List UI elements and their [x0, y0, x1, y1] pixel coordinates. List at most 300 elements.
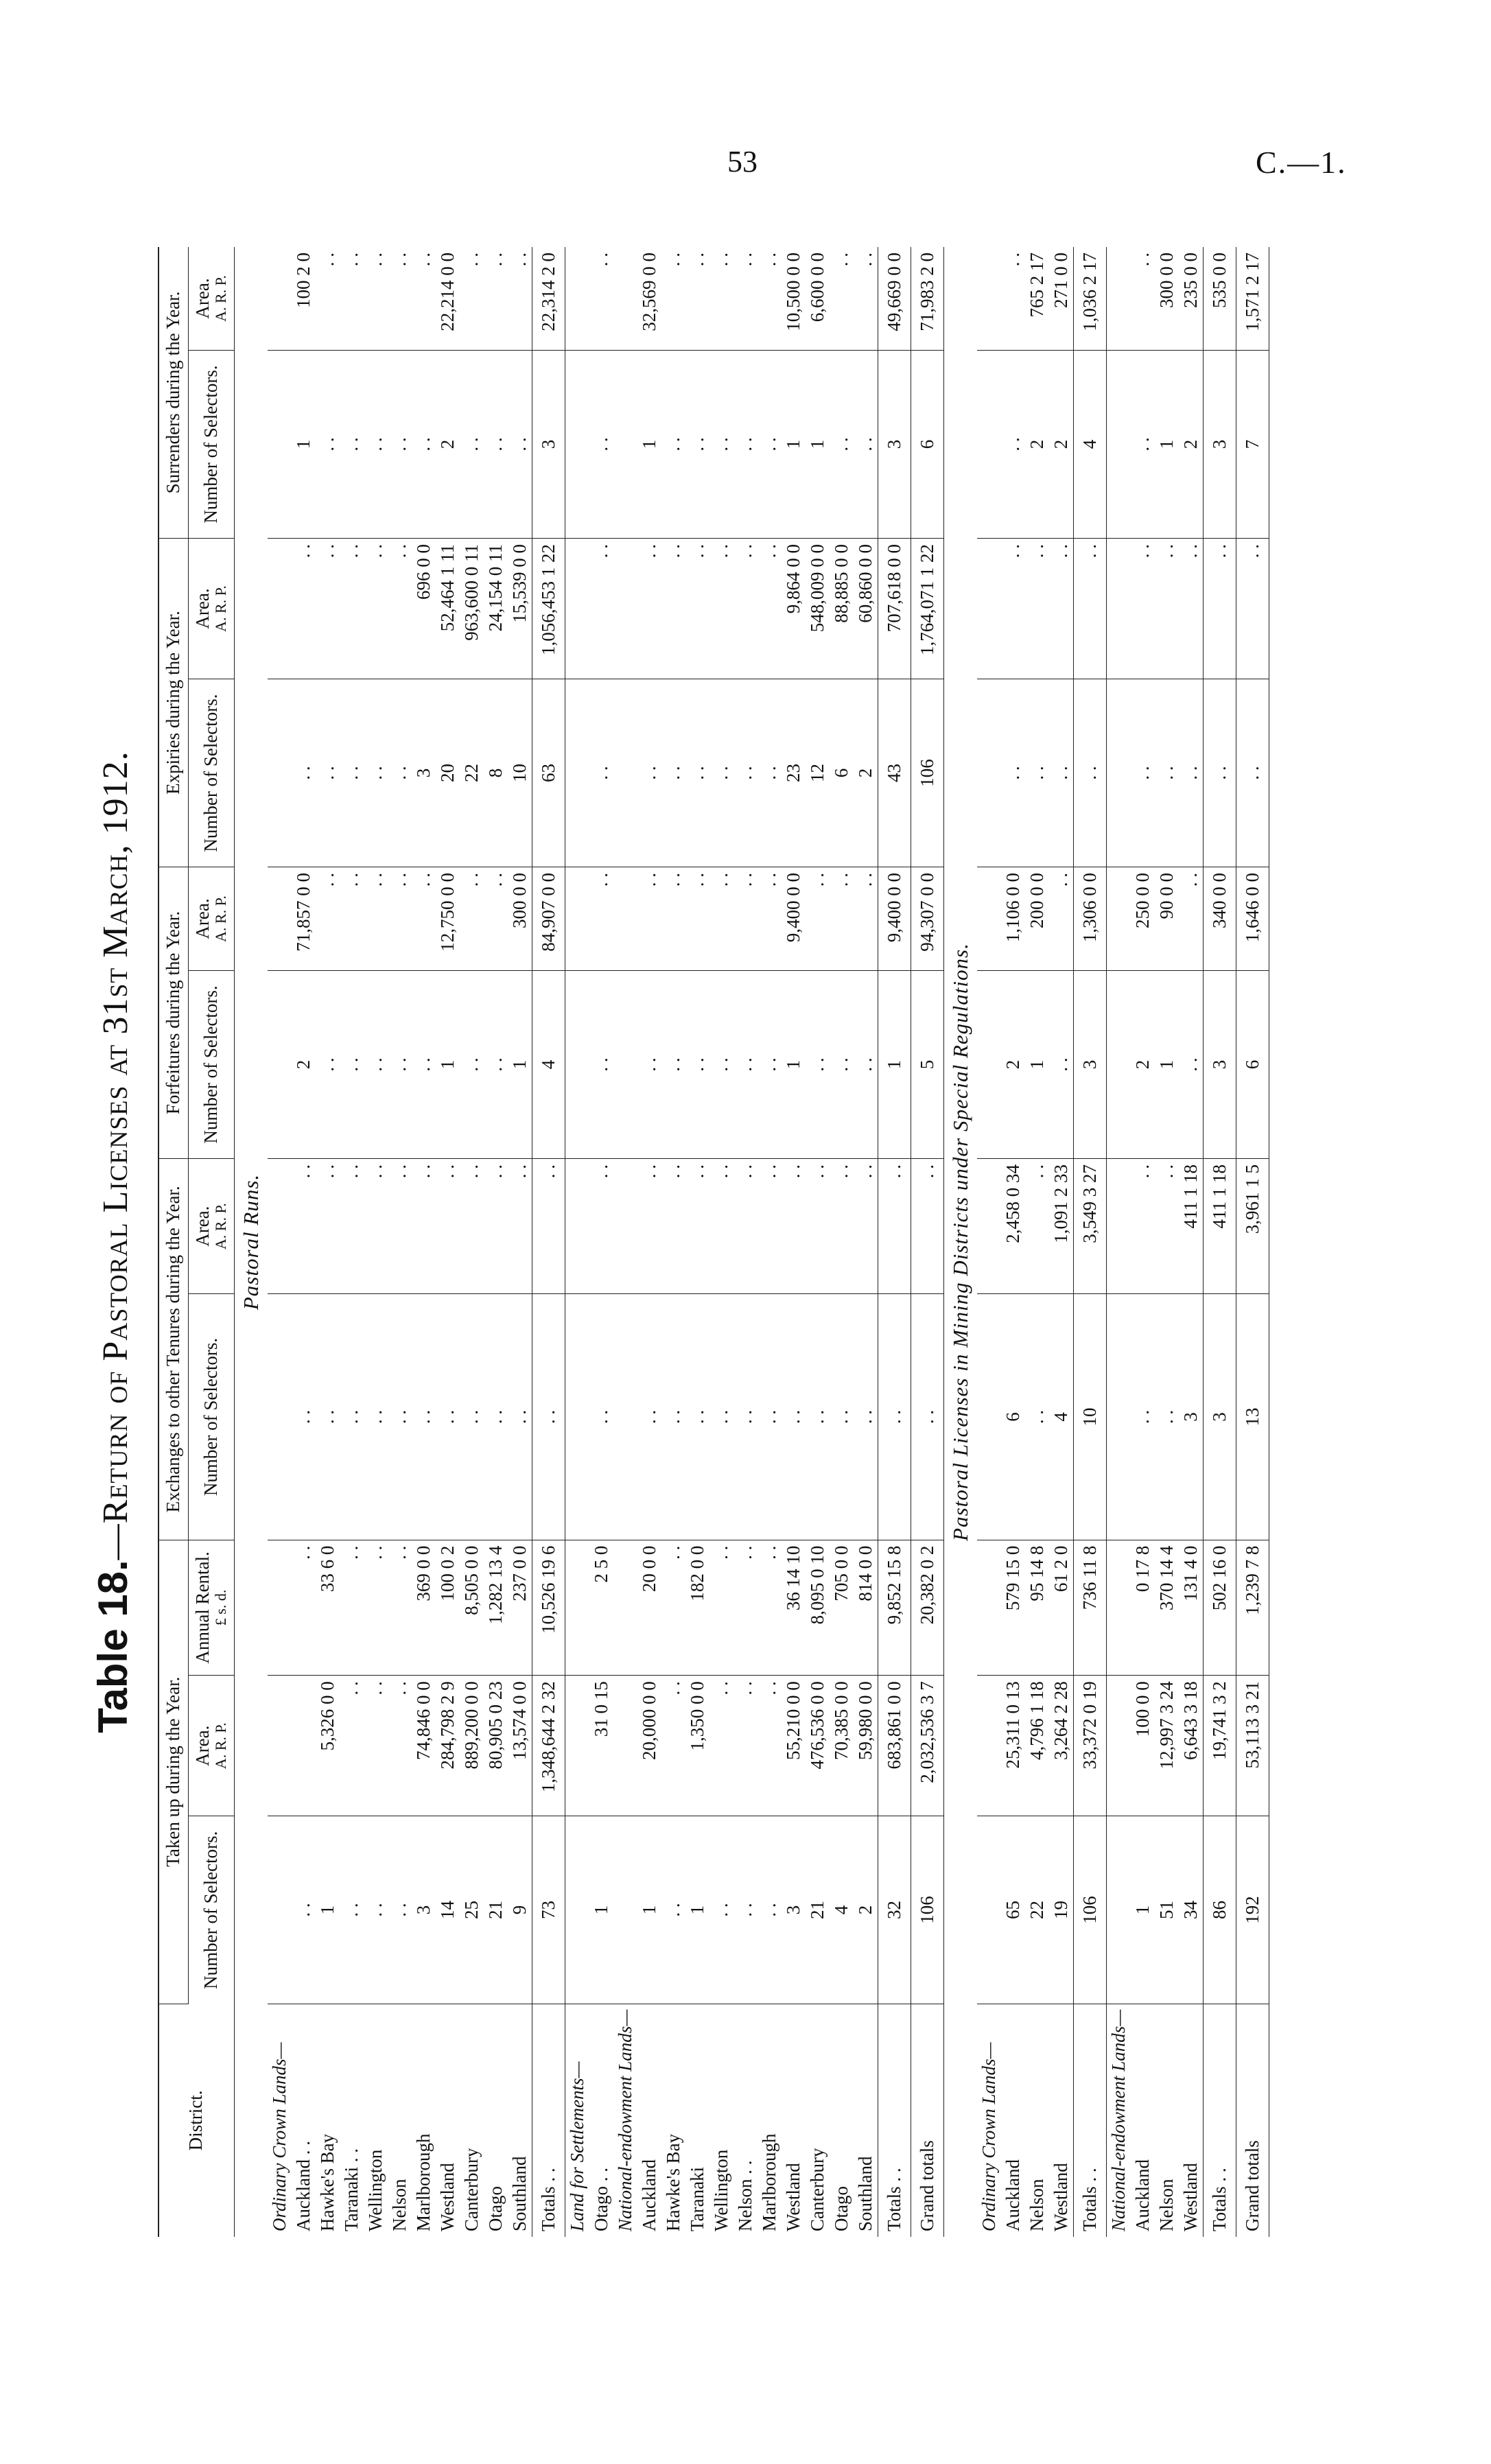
- table-cell: 9: [508, 1816, 532, 2004]
- table-row: [1025, 247, 1049, 2237]
- district-cell: Canterbury: [460, 2148, 482, 2231]
- rental-units: £ s. d.: [212, 1589, 230, 1626]
- table-cell: 94,307 0 0: [911, 867, 943, 971]
- header-surrender-number: Number of Selectors.: [188, 350, 234, 538]
- table-cell: . .: [532, 1159, 565, 1294]
- table-cell: . .: [388, 867, 412, 971]
- table-cell: . .: [292, 538, 316, 679]
- table-cell: . .: [878, 1294, 911, 1540]
- table-cell: 2: [1179, 350, 1204, 538]
- table-cell: . .: [412, 970, 436, 1158]
- table-cell: . .: [685, 1294, 709, 1540]
- table-cell: . .: [388, 1540, 412, 1676]
- district-cell: Southland: [854, 2156, 876, 2231]
- table-cell: . .: [709, 1159, 733, 1294]
- table-cell: 2: [1001, 970, 1025, 1158]
- district-cell: Westland: [782, 2163, 803, 2231]
- table-row: [637, 247, 661, 2237]
- table-cell: . .: [1131, 538, 1155, 679]
- table-cell: . .: [532, 1294, 565, 1540]
- district-cell: Nelson . .: [734, 2160, 755, 2231]
- table-cell: . .: [1131, 1159, 1155, 1294]
- table-cell: 19: [1049, 1816, 1074, 2004]
- table-cell: 1,036 2 17: [1073, 247, 1106, 350]
- table-cell: . .: [1179, 538, 1204, 679]
- table-cell: 0 17 8: [1131, 1540, 1155, 1676]
- table-cell: . .: [685, 679, 709, 867]
- table-cell: [1106, 679, 1131, 867]
- table-cell: 7: [1236, 350, 1269, 538]
- table-cell: 34: [1179, 1816, 1204, 2004]
- table-cell: . .: [685, 1159, 709, 1294]
- table-cell: 9,852 15 8: [878, 1540, 911, 1676]
- header-forfeit-area: [188, 867, 234, 971]
- header-area-label: Area.: [191, 278, 213, 319]
- table-cell: . .: [460, 1294, 484, 1540]
- table-cell: . .: [1155, 679, 1179, 867]
- table-row: [854, 247, 878, 2237]
- table-cell: . .: [709, 867, 733, 971]
- table-cell: . .: [364, 970, 388, 1158]
- table-cell: 10,526 19 6: [532, 1540, 565, 1676]
- table-cell: 106: [911, 1816, 943, 2004]
- table-cell: . .: [589, 867, 613, 971]
- table-cell: 476,536 0 0: [806, 1676, 830, 1816]
- table-row: [806, 247, 830, 2237]
- table-cell: 535 0 0: [1203, 247, 1236, 350]
- table-cell: . .: [806, 1159, 830, 1294]
- table-cell: . .: [661, 538, 685, 679]
- header-area-label: Area.: [191, 1206, 213, 1247]
- section-heading-row: [1106, 247, 1131, 2237]
- table-cell: . .: [1155, 538, 1179, 679]
- table-cell: . .: [1073, 679, 1106, 867]
- table-cell: [977, 247, 1001, 350]
- table-cell: [613, 1540, 637, 1676]
- table-row: [1001, 247, 1025, 2237]
- area-units: A. R. P.: [212, 1203, 230, 1250]
- table-cell: 9,400 0 0: [782, 867, 806, 971]
- table-cell: [268, 247, 292, 350]
- table-cell: . .: [316, 1294, 340, 1540]
- table-cell: . .: [709, 1540, 733, 1676]
- district-cell: Westland: [436, 2163, 458, 2231]
- table-cell: . .: [364, 1540, 388, 1676]
- table-cell: 3: [1179, 1294, 1204, 1540]
- header-rental-label: Annual Rental.: [191, 1551, 213, 1664]
- table-cell: [268, 538, 292, 679]
- table-cell: 22: [1025, 1816, 1049, 2004]
- table-cell: [565, 538, 589, 679]
- header-taken-area: [188, 1676, 234, 1816]
- area-units: A. R. P.: [212, 275, 230, 322]
- table-cell: . .: [758, 1540, 782, 1676]
- table-cell: . .: [484, 247, 508, 350]
- table-cell: [977, 970, 1001, 1158]
- table-cell: 20,382 0 2: [911, 1540, 943, 1676]
- table-row: [292, 247, 316, 2237]
- table-cell: . .: [364, 1816, 388, 2004]
- table-cell: . .: [484, 867, 508, 971]
- table-cell: 2: [1131, 970, 1155, 1158]
- table-cell: . .: [340, 679, 364, 867]
- table-cell: [1106, 538, 1131, 679]
- table-cell: . .: [911, 1294, 943, 1540]
- table-cell: . .: [1236, 538, 1269, 679]
- table-cell: . .: [854, 1294, 878, 1540]
- table-cell: 3: [1203, 1294, 1236, 1540]
- table-cell: . .: [316, 538, 340, 679]
- table-cell: . .: [758, 867, 782, 971]
- table-cell: [1106, 1816, 1131, 2004]
- table-cell: . .: [806, 970, 830, 1158]
- table-cell: 4: [1049, 1294, 1074, 1540]
- table-cell: 86: [1203, 1816, 1236, 2004]
- table-cell: 1: [508, 970, 532, 1158]
- table-cell: 6: [1236, 970, 1269, 1158]
- table-cell: . .: [589, 1159, 613, 1294]
- table-cell: . .: [589, 679, 613, 867]
- table-cell: 20 0 0: [637, 1540, 661, 1676]
- table-cell: . .: [854, 867, 878, 971]
- district-cell: Hawke's Bay: [316, 2133, 338, 2231]
- table-row: [316, 247, 340, 2237]
- table-cell: . .: [830, 247, 854, 350]
- table-cell: [1106, 1540, 1131, 1676]
- table-cell: . .: [436, 1294, 460, 1540]
- table-cell: 6,643 3 18: [1179, 1676, 1204, 1816]
- district-cell: Totals . .: [1073, 2004, 1106, 2237]
- table-cell: [977, 1816, 1001, 2004]
- table-cell: [565, 679, 589, 867]
- table-cell: . .: [709, 970, 733, 1158]
- table-cell: 696 0 0: [412, 538, 436, 679]
- table-cell: . .: [1025, 538, 1049, 679]
- table-cell: . .: [292, 1159, 316, 1294]
- table-cell: [613, 247, 637, 350]
- totals-row: [1203, 247, 1236, 2237]
- table-cell: 8,505 0 0: [460, 1540, 484, 1676]
- table-cell: 6: [911, 350, 943, 538]
- table-cell: 6,600 0 0: [806, 247, 830, 350]
- table-cell: [977, 1159, 1001, 1294]
- district-cell: Auckland: [638, 2159, 659, 2231]
- table-cell: 1: [1131, 1816, 1155, 2004]
- table-cell: 13: [1236, 1294, 1269, 1540]
- table-cell: [268, 1294, 292, 1540]
- header-exchange-area: [188, 1159, 234, 1294]
- table-cell: . .: [878, 1159, 911, 1294]
- table-cell: . .: [460, 1159, 484, 1294]
- table-cell: . .: [508, 350, 532, 538]
- table-cell: . .: [637, 867, 661, 971]
- district-cell: Taranaki: [686, 2166, 707, 2231]
- table-cell: [268, 679, 292, 867]
- table-cell: 1,764,071 1 22: [911, 538, 943, 679]
- table-cell: 192: [1236, 1816, 1269, 2004]
- table-cell: . .: [661, 350, 685, 538]
- table-title: [89, 247, 137, 2237]
- table-cell: 51: [1155, 1816, 1179, 2004]
- table-cell: 1,571 2 17: [1236, 247, 1269, 350]
- table-cell: 369 0 0: [412, 1540, 436, 1676]
- table-cell: . .: [292, 1294, 316, 1540]
- table-cell: 59,980 0 0: [854, 1676, 878, 1816]
- table-cell: . .: [854, 247, 878, 350]
- table-cell: . .: [340, 1816, 364, 2004]
- table-cell: [565, 247, 589, 350]
- table-cell: 5: [911, 970, 943, 1158]
- district-cell: Land for Settlements—: [566, 2061, 587, 2231]
- district-cell: Ordinary Crown Lands—: [268, 2042, 290, 2231]
- table-title-text: —Return of Pastoral Licenses at 31st March, 1912.: [96, 751, 135, 1560]
- section-banner-pastoral-runs: Pastoral Runs.: [238, 1173, 263, 1311]
- table-cell: 131 4 0: [1179, 1540, 1204, 1676]
- district-cell: Wellington: [710, 2149, 731, 2231]
- table-cell: 237 0 0: [508, 1540, 532, 1676]
- table-number: Table 18.: [90, 1560, 136, 1733]
- table-cell: [565, 1540, 589, 1676]
- table-cell: . .: [412, 1294, 436, 1540]
- table-cell: . .: [412, 247, 436, 350]
- table-cell: . .: [1001, 538, 1025, 679]
- header-area-label: Area.: [191, 1725, 213, 1766]
- table-cell: [613, 538, 637, 679]
- table-cell: . .: [1049, 538, 1074, 679]
- table-cell: 9,400 0 0: [878, 867, 911, 971]
- page-number: 53: [727, 145, 758, 178]
- table-cell: 2: [1049, 350, 1074, 538]
- table-cell: . .: [806, 1294, 830, 1540]
- table-cell: 1: [685, 1816, 709, 2004]
- table-cell: [292, 1676, 316, 1816]
- table-cell: [1106, 1159, 1131, 1294]
- table-cell: 300 0 0: [1155, 247, 1179, 350]
- table-cell: [565, 1159, 589, 1294]
- table-cell: 20,000 0 0: [637, 1676, 661, 1816]
- table-cell: . .: [782, 1159, 806, 1294]
- table-cell: . .: [388, 247, 412, 350]
- table-row: [388, 247, 412, 2237]
- table-cell: 502 16 0: [1203, 1540, 1236, 1676]
- table-cell: 52,464 1 11: [436, 538, 460, 679]
- table-cell: . .: [340, 538, 364, 679]
- table-cell: . .: [661, 679, 685, 867]
- table-cell: . .: [709, 538, 733, 679]
- table-cell: . .: [782, 1294, 806, 1540]
- table-cell: 1: [589, 1816, 613, 2004]
- table-cell: . .: [340, 247, 364, 350]
- table-cell: . .: [1025, 679, 1049, 867]
- table-cell: . .: [830, 1294, 854, 1540]
- header-taken-up: Taken up during the Year.: [159, 1540, 188, 2004]
- table-cell: . .: [1179, 970, 1204, 1158]
- table-cell: . .: [733, 867, 758, 971]
- table-cell: . .: [340, 1540, 364, 1676]
- table-cell: [977, 1540, 1001, 1676]
- table-cell: 1,348,644 2 32: [532, 1676, 565, 1816]
- table-cell: [977, 867, 1001, 971]
- table-cell: . .: [709, 679, 733, 867]
- district-cell: Grand totals: [1236, 2004, 1269, 2237]
- totals-row: [911, 247, 943, 2237]
- table-cell: . .: [685, 970, 709, 1158]
- table-cell: 284,798 2 9: [436, 1676, 460, 1816]
- table-cell: 65: [1001, 1816, 1025, 2004]
- district-cell: Otago: [484, 2186, 506, 2231]
- table-cell: 3: [412, 679, 436, 867]
- table-cell: . .: [806, 867, 830, 971]
- table-cell: . .: [1025, 1159, 1049, 1294]
- table-cell: . .: [661, 1159, 685, 1294]
- area-units: A. R. P.: [212, 895, 230, 942]
- district-cell: Ordinary Crown Lands—: [978, 2042, 999, 2231]
- section-heading-row: [268, 247, 292, 2237]
- table-cell: 765 2 17: [1025, 247, 1049, 350]
- table-cell: 4,796 1 18: [1025, 1676, 1049, 1816]
- table-cell: 8,095 0 10: [806, 1540, 830, 1676]
- table-cell: 250 0 0: [1131, 867, 1155, 971]
- table-cell: . .: [589, 970, 613, 1158]
- header-district: District.: [159, 2004, 234, 2237]
- table-cell: . .: [1203, 679, 1236, 867]
- table-cell: [613, 1159, 637, 1294]
- table-cell: [565, 970, 589, 1158]
- table-cell: 2: [1025, 350, 1049, 538]
- table-cell: 1,106 0 0: [1001, 867, 1025, 971]
- table-cell: . .: [709, 350, 733, 538]
- table-cell: . .: [1073, 538, 1106, 679]
- district-cell: Otago . .: [590, 2168, 611, 2231]
- table-cell: . .: [758, 1159, 782, 1294]
- table-cell: . .: [388, 1159, 412, 1294]
- table-cell: . .: [1049, 679, 1074, 867]
- table-row: [1179, 247, 1204, 2237]
- pastoral-licenses-table: [158, 247, 1269, 2237]
- table-cell: [613, 970, 637, 1158]
- table-cell: . .: [758, 350, 782, 538]
- table-cell: [1106, 1676, 1131, 1816]
- table-cell: . .: [1131, 350, 1155, 538]
- table-cell: . .: [388, 1676, 412, 1816]
- table-cell: . .: [685, 350, 709, 538]
- district-cell: Southland: [508, 2156, 530, 2231]
- table-cell: . .: [661, 247, 685, 350]
- table-cell: [1106, 970, 1131, 1158]
- table-cell: . .: [1131, 247, 1155, 350]
- table-row: [661, 247, 685, 2237]
- table-cell: 22,214 0 0: [436, 247, 460, 350]
- table-cell: 3,549 3 27: [1073, 1159, 1106, 1294]
- table-cell: [613, 350, 637, 538]
- table-cell: . .: [733, 679, 758, 867]
- table-cell: 1: [637, 1816, 661, 2004]
- table-cell: . .: [733, 970, 758, 1158]
- table-cell: . .: [830, 970, 854, 1158]
- table-cell: 23: [782, 679, 806, 867]
- table-cell: . .: [733, 1676, 758, 1816]
- table-cell: . .: [364, 1159, 388, 1294]
- header-surrender-area: [188, 247, 234, 350]
- table-row: [685, 247, 709, 2237]
- table-cell: . .: [508, 1159, 532, 1294]
- table-cell: 100 0 2: [436, 1540, 460, 1676]
- header-exchange-number: Number of Selectors.: [188, 1294, 234, 1540]
- table-cell: . .: [661, 1294, 685, 1540]
- table-cell: [1106, 1294, 1131, 1540]
- district-cell: Nelson: [388, 2179, 410, 2231]
- table-cell: . .: [830, 350, 854, 538]
- table-cell: 32,569 0 0: [637, 247, 661, 350]
- table-cell: . .: [508, 1294, 532, 1540]
- table-cell: . .: [733, 538, 758, 679]
- header-taken-rental: [188, 1540, 234, 1676]
- table-row: [1155, 247, 1179, 2237]
- table-body: [234, 247, 1269, 2237]
- table-cell: . .: [709, 1676, 733, 1816]
- table-cell: 705 0 0: [830, 1540, 854, 1676]
- table-cell: 33,372 0 19: [1073, 1676, 1106, 1816]
- area-units: A. R. P.: [212, 1722, 230, 1770]
- table-cell: . .: [733, 1294, 758, 1540]
- table-cell: . .: [340, 1676, 364, 1816]
- table-cell: . .: [388, 1294, 412, 1540]
- table-cell: . .: [589, 538, 613, 679]
- table-cell: . .: [412, 1159, 436, 1294]
- table-cell: . .: [733, 1159, 758, 1294]
- table-cell: 2: [854, 679, 878, 867]
- table-cell: [613, 679, 637, 867]
- table-cell: . .: [484, 350, 508, 538]
- table-cell: . .: [412, 867, 436, 971]
- table-cell: . .: [388, 970, 412, 1158]
- table-cell: 182 0 0: [685, 1540, 709, 1676]
- table-cell: 3: [782, 1816, 806, 2004]
- table-cell: . .: [661, 1540, 685, 1676]
- section-heading-row: [613, 247, 637, 2237]
- table-cell: . .: [388, 538, 412, 679]
- table-row: [709, 247, 733, 2237]
- table-cell: . .: [316, 970, 340, 1158]
- table-cell: 1: [436, 970, 460, 1158]
- table-cell: 36 14 10: [782, 1540, 806, 1676]
- district-cell: Hawke's Bay: [662, 2133, 683, 2231]
- table-cell: . .: [854, 970, 878, 1158]
- table-cell: . .: [1236, 679, 1269, 867]
- table-cell: . .: [364, 1294, 388, 1540]
- table-cell: [977, 679, 1001, 867]
- district-cell: Nelson: [1026, 2179, 1047, 2231]
- table-cell: [613, 1816, 637, 2004]
- table-row: [1131, 247, 1155, 2237]
- table-cell: . .: [637, 1294, 661, 1540]
- table-cell: [977, 1294, 1001, 1540]
- table-cell: . .: [460, 970, 484, 1158]
- table-cell: . .: [733, 1816, 758, 2004]
- table-cell: 95 14 8: [1025, 1540, 1049, 1676]
- district-cell: Auckland: [1002, 2159, 1023, 2231]
- table-cell: 1: [292, 350, 316, 538]
- table-row: [589, 247, 613, 2237]
- header-exchanges: Exchanges to other Tenures during the Year.: [159, 1159, 188, 1540]
- table-cell: . .: [388, 350, 412, 538]
- table-cell: . .: [758, 1676, 782, 1816]
- table-cell: 2 5 0: [589, 1540, 613, 1676]
- table-cell: 1: [782, 970, 806, 1158]
- table-cell: . .: [1179, 679, 1204, 867]
- header-area-label: Area.: [191, 588, 213, 629]
- totals-row: [1236, 247, 1269, 2237]
